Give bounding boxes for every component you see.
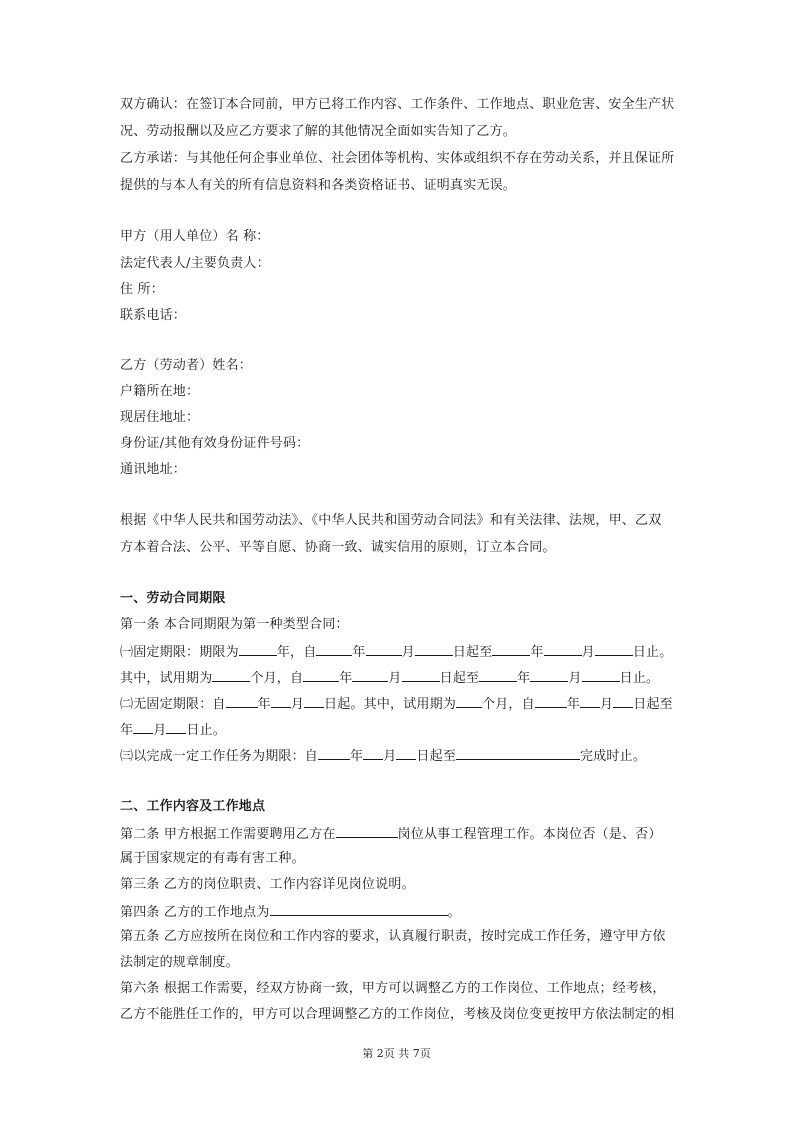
blank[interactable] [402, 669, 440, 682]
fixed-term-line: ㈠固定期限：期限为 年，自 年 月 日起至 年 月 日止。 [120, 645, 673, 660]
party-a-phone: 联系电话： [120, 308, 187, 323]
blank[interactable] [415, 643, 453, 656]
blank[interactable] [352, 669, 388, 682]
party-a-representative: 法定代表人/主要负责人： [120, 256, 270, 271]
party-a-name: 甲方（用人单位）名 称： [120, 229, 270, 244]
blank[interactable] [316, 643, 352, 656]
blank[interactable] [212, 669, 250, 682]
blank[interactable] [226, 695, 258, 708]
article-2-cont: 属于国家规定的有毒有害工种。 [120, 851, 305, 866]
blank[interactable] [133, 721, 153, 734]
blank[interactable] [456, 747, 580, 760]
blank[interactable] [580, 695, 600, 708]
article-4: 第四条 乙方的工作地点为 。 [120, 905, 461, 920]
blank[interactable] [239, 643, 277, 656]
party-a-address: 住 所： [120, 282, 164, 297]
article-3: 第三条 乙方的岗位职责、工作内容详见岗位说明。 [120, 877, 415, 892]
blank[interactable] [595, 643, 633, 656]
party-b-mail-address: 通讯地址： [120, 462, 187, 477]
blank[interactable] [613, 695, 633, 708]
blank[interactable] [318, 747, 350, 760]
promise-line-1: 乙方承诺：与其他任何企事业单位、社会团体等机构、实体或组织不存在劳动关系，并且保证所 [120, 151, 675, 166]
section-2-title: 二、工作内容及工作地点 [120, 799, 266, 814]
blank[interactable] [479, 669, 517, 682]
trial-line: 其中，试用期为 个月，自 年 月 日起至 年 月 日止。 [120, 671, 660, 686]
blank[interactable] [366, 643, 402, 656]
article-6-line-1: 第六条 根据工作需要，经双方协商一致，甲方可以调整乙方的工作岗位、工作地点；经考核， [120, 981, 666, 996]
blank[interactable] [535, 695, 567, 708]
article-2: 第二条 甲方根据工作需要聘用乙方在 岗位从事工程管理工作。本岗位否（是、否） [120, 827, 662, 842]
confirm-line-1: 双方确认：在签订本合同前，甲方已将工作内容、工作条件、工作地点、职业危害、安全生产状 [120, 97, 675, 112]
basis-line-1: 根据《中华人民共和国劳动法》、《中华人民共和国劳动合同法》和有关法律、法规，甲、乙双 [120, 513, 662, 528]
article-5-line-1: 第五条 乙方应按所在岗位和工作内容的要求，认真履行职责，按时完成工作任务，遵守甲方依 [120, 929, 666, 944]
promise-line-2: 提供的与本人有关的所有信息资料和各类资格证书、证明真实无误。 [120, 178, 517, 193]
party-b-household: 户籍所在地： [120, 384, 200, 399]
blank[interactable] [492, 643, 530, 656]
blank[interactable] [396, 747, 416, 760]
basis-line-2: 方本着合法、公平、平等自愿、协商一致、诚实信用的原则，订立本合同。 [120, 540, 556, 555]
section-1-title: 一、劳动合同期限 [120, 591, 226, 606]
open-term-line: ㈡无固定期限：自 年 月 日起。其中，试用期为 个月，自 年 月 日起至 [120, 697, 673, 712]
blank[interactable] [304, 695, 324, 708]
blank[interactable] [303, 669, 339, 682]
open-term-line-2: 年 月 日止。 [120, 723, 227, 738]
blank[interactable] [336, 825, 398, 838]
blank[interactable] [456, 695, 482, 708]
article-1: 第一条 本合同期限为第一种类型合同： [120, 617, 349, 632]
blank[interactable] [363, 747, 383, 760]
party-b-id: 身份证/其他有效身份证件号码： [120, 436, 310, 451]
task-term-line: ㈢以完成一定工作任务为期限：自 年 月 日起至 完成时止。 [120, 749, 647, 764]
confirm-line-2: 况、劳动报酬以及应乙方要求了解的其他情况全面如实告知了乙方。 [120, 124, 517, 139]
blank[interactable] [530, 669, 568, 682]
article-6-line-2: 乙方不能胜任工作的，甲方可以合理调整乙方的工作岗位，考核及岗位变更按甲方依法制定的相 [120, 1007, 675, 1022]
blank[interactable] [271, 695, 291, 708]
blank[interactable] [270, 903, 448, 916]
party-b-residence: 现居住地址： [120, 410, 200, 425]
blank[interactable] [544, 643, 582, 656]
page-number: 第 2页 共 7页 [362, 1047, 431, 1060]
blank[interactable] [582, 669, 620, 682]
blank[interactable] [166, 721, 186, 734]
party-b-name: 乙方（劳动者）姓名： [120, 358, 253, 373]
article-5-line-2: 法制定的规章制度。 [120, 955, 239, 970]
